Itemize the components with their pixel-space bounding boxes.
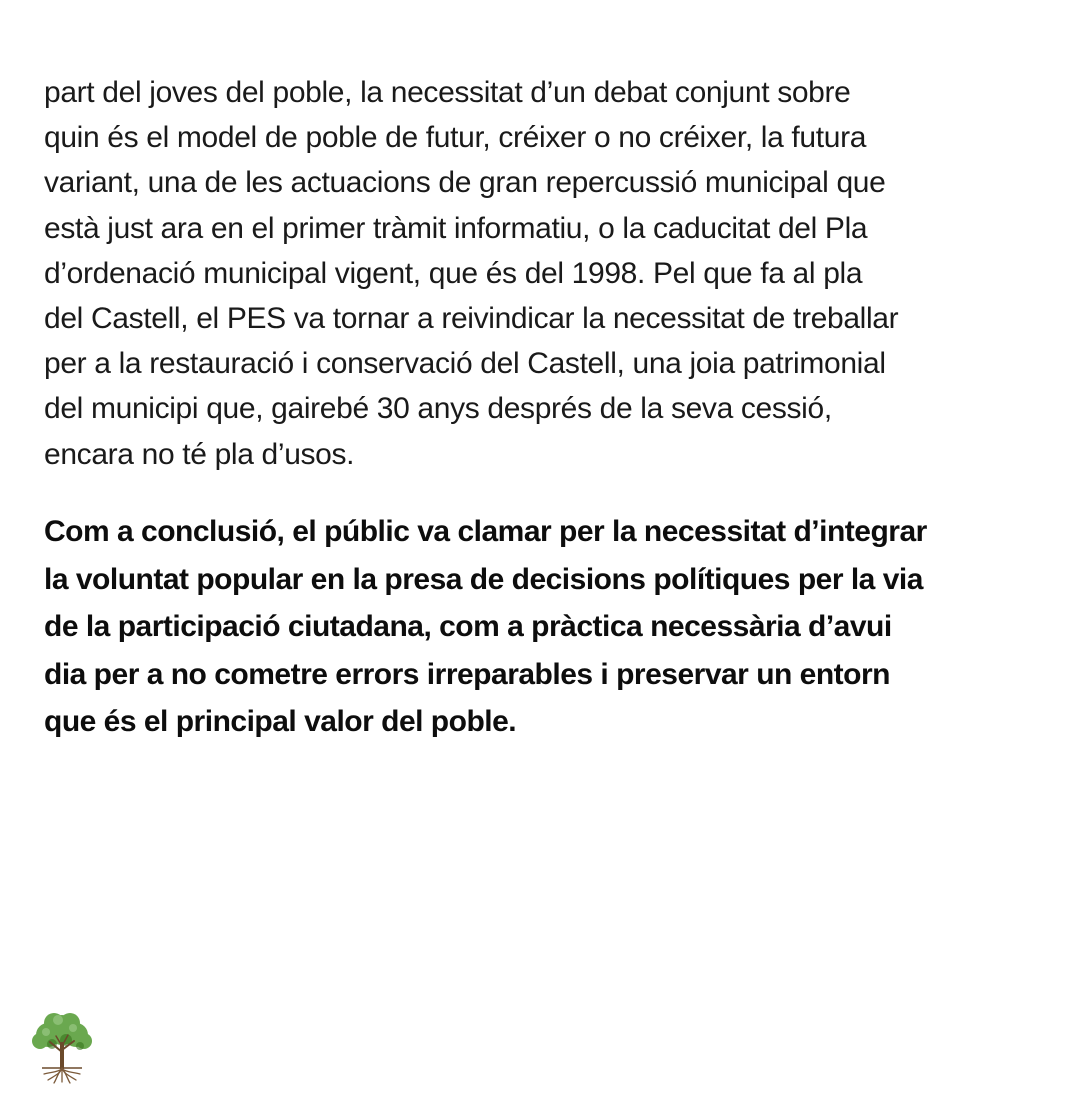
- paragraph-regular: [44, 70, 1064, 477]
- text-line: del municipi que, gairebé 30 anys després de la seva cessió,: [44, 392, 832, 426]
- paragraph-conclusion: [44, 508, 1064, 746]
- text-line: per a la restauració i conservació del Castell, una joia patrimonial: [44, 347, 886, 381]
- text-line: quin és el model de poble de futur, créixer o no créixer, la futura: [44, 121, 867, 155]
- text-line: d’ordenació municipal vigent, que és del 1998. Pel que fa al pla: [44, 256, 863, 290]
- text-line: la voluntat popular en la presa de decisions polítiques per la via: [44, 562, 923, 596]
- text-line: està just ara en el primer tràmit informatiu, o la caducitat del Pla: [44, 211, 868, 245]
- text-line: de la participació ciutadana, com a pràctica necessària d’avui: [44, 610, 892, 643]
- text-line: del Castell, el PES va tornar a reivindicar la necessitat de treballar: [44, 302, 899, 336]
- tree-logo-icon: [26, 1008, 98, 1084]
- text-line: variant, una de les actuacions de gran repercussió municipal que: [44, 166, 886, 200]
- text-line: que és el principal valor del poble.: [44, 705, 517, 738]
- text-line: encara no té pla d’usos.: [44, 437, 355, 471]
- text-line: Com a conclusió, el públic va clamar per la necessitat d’integrar: [44, 515, 927, 548]
- text-line: dia per a no cometre errors irreparables i preservar un entorn: [44, 657, 891, 691]
- text-line: part del joves del poble, la necessitat d’un debat conjunt sobre: [44, 76, 851, 109]
